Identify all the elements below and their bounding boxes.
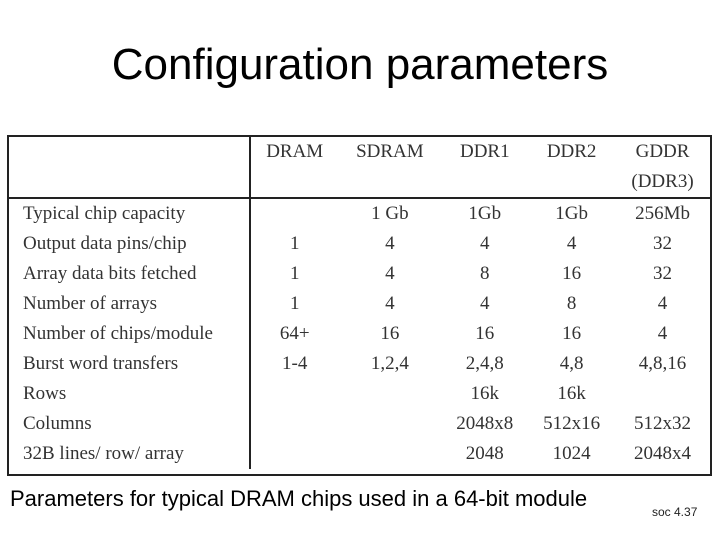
table-cell: 4: [657, 323, 668, 344]
table-cell: 4: [385, 293, 395, 314]
table-cell: [250, 439, 338, 469]
column-subtitle: [441, 167, 528, 198]
row-label: Array data bits fetched: [9, 259, 250, 289]
table-cell: 4: [385, 263, 395, 284]
table-cell: 16: [475, 323, 495, 344]
table-cell: 4: [480, 293, 490, 314]
table-cell: 16: [562, 323, 582, 344]
row-label: 32B lines/ row/ array: [9, 439, 250, 469]
table-row: [9, 259, 710, 289]
table-cell: 1: [289, 293, 300, 314]
table-body: [9, 198, 710, 469]
table-cell: 4,8,16: [638, 353, 687, 374]
table-cell: [250, 379, 338, 409]
table-cell: 4: [566, 233, 577, 254]
table-cell: [338, 409, 441, 439]
row-label: Typical chip capacity: [9, 198, 250, 229]
table-row: [9, 289, 710, 319]
column-header: DDR2: [546, 141, 597, 162]
table-cell: 2048: [465, 443, 504, 464]
column-header: DRAM: [266, 141, 324, 162]
table-cell: 4,8: [559, 353, 584, 374]
table-cell: 1Gb: [468, 203, 502, 224]
table-cell: 1: [289, 263, 300, 284]
table-cell: [250, 198, 338, 229]
column-subtitle: [528, 167, 615, 198]
table-cell: [338, 439, 441, 469]
slide-number: soc 4.37: [652, 505, 698, 519]
table-cell: 16: [562, 263, 582, 284]
table-row: [9, 229, 710, 259]
table-cell: 16: [380, 323, 400, 344]
table-cell: 16k: [557, 383, 586, 404]
parameters-table: [7, 135, 712, 476]
table-cell: 512x32: [634, 413, 692, 434]
row-label: Number of arrays: [9, 289, 250, 319]
table-cell: 512x16: [543, 413, 601, 434]
column-subtitle: (DDR3): [615, 167, 710, 198]
table-cell: [615, 379, 710, 409]
table-cell: 16k: [470, 383, 500, 404]
table-corner-cell: [9, 137, 250, 167]
table-row: [9, 409, 710, 439]
row-label: Columns: [9, 409, 250, 439]
column-subtitle: [338, 167, 441, 198]
table-row: [9, 319, 710, 349]
column-header: DDR1: [459, 141, 510, 162]
table-cell: 1,2,4: [370, 353, 409, 374]
row-label: Output data pins/chip: [9, 229, 250, 259]
table-cell: 32: [653, 263, 673, 284]
table-cell: 4: [385, 233, 395, 254]
table-cell: 2048x8: [456, 413, 514, 434]
table-row: [9, 439, 710, 469]
table-cell: [338, 379, 441, 409]
slide-title: Configuration parameters: [111, 40, 609, 89]
table-caption: Parameters for typical DRAM chips used in a 64-bit module: [10, 486, 588, 511]
table-cell: 1: [289, 233, 300, 254]
table-cell: 4: [657, 293, 668, 314]
row-label: Burst word transfers: [9, 349, 250, 379]
table-cell: 4: [480, 233, 490, 254]
table-row: [9, 349, 710, 379]
table-cell: 64+: [279, 323, 310, 344]
column-subtitle: [250, 167, 338, 198]
table-cell: 8: [566, 293, 577, 314]
table-cell: 1-4: [282, 353, 308, 374]
table-cell: 256Mb: [635, 203, 690, 224]
table-row: [9, 379, 710, 409]
column-header: GDDR: [635, 141, 690, 162]
table-cell: 32: [653, 233, 673, 254]
table-cell: 1 Gb: [371, 203, 409, 224]
row-label: Number of chips/module: [9, 319, 250, 349]
table-row: [9, 198, 710, 229]
table-cell: 2,4,8: [465, 353, 504, 374]
row-label: Rows: [9, 379, 250, 409]
table-header-row: [9, 137, 710, 167]
table-cell: 1Gb: [555, 203, 588, 224]
table-corner-cell: [9, 167, 250, 198]
table-cell: 8: [480, 263, 490, 284]
column-header: SDRAM: [356, 141, 424, 162]
table-subheader-row: [9, 167, 710, 198]
table-cell: 1024: [552, 443, 591, 464]
table-cell: 2048x4: [634, 443, 692, 464]
table-cell: [250, 409, 338, 439]
